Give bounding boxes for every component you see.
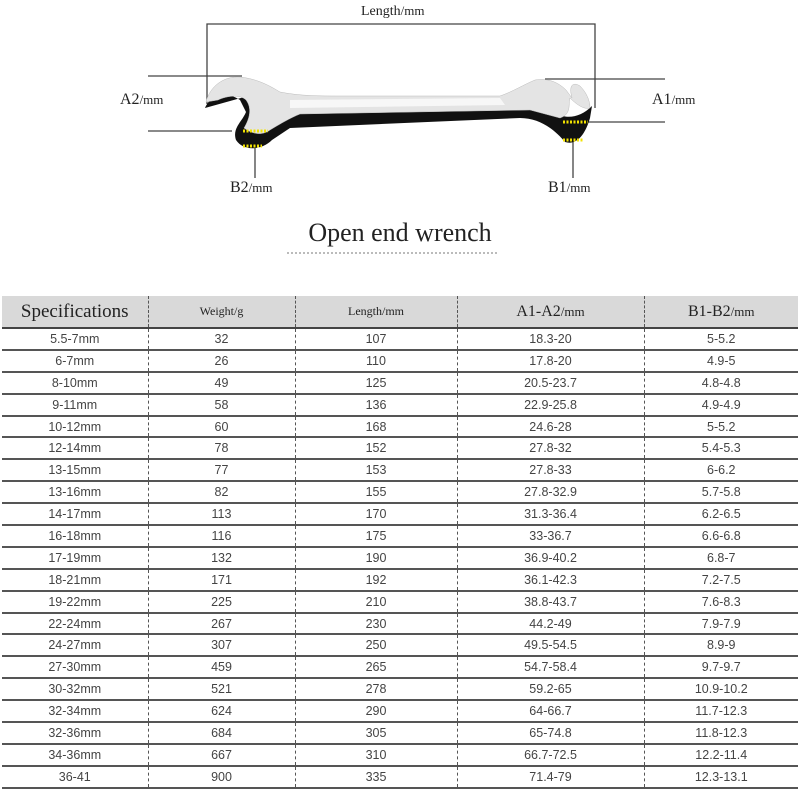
table-row [2, 634, 798, 656]
cell-a1-a2: 22.9-25.8 [457, 394, 644, 416]
cell-specification: 19-22mm [2, 591, 148, 613]
cell-a1-a2: 71.4-79 [457, 766, 644, 788]
table-row [2, 591, 798, 613]
table-row [2, 569, 798, 591]
table-row [2, 678, 798, 700]
cell-specification: 32-36mm [2, 722, 148, 744]
cell-length: 175 [295, 525, 457, 547]
cell-length: 230 [295, 613, 457, 635]
spec-table-body [2, 328, 798, 788]
header-b1-b2: B1-B2/mm [644, 296, 798, 328]
cell-weight: 113 [148, 503, 295, 525]
cell-specification: 22-24mm [2, 613, 148, 635]
cell-a1-a2: 31.3-36.4 [457, 503, 644, 525]
table-row [2, 372, 798, 394]
cell-weight: 667 [148, 744, 295, 766]
cell-specification: 17-19mm [2, 547, 148, 569]
cell-weight: 32 [148, 328, 295, 350]
cell-weight: 900 [148, 766, 295, 788]
table-row [2, 766, 798, 788]
cell-a1-a2: 17.8-20 [457, 350, 644, 372]
cell-b1-b2: 10.9-10.2 [644, 678, 798, 700]
cell-length: 290 [295, 700, 457, 722]
header-weight: Weight/g [148, 296, 295, 328]
a1-label: A1/mm [652, 91, 696, 108]
cell-b1-b2: 5-5.2 [644, 416, 798, 438]
cell-specification: 34-36mm [2, 744, 148, 766]
table-row [2, 437, 798, 459]
b1-label: B1/mm [548, 179, 591, 196]
cell-b1-b2: 6-6.2 [644, 459, 798, 481]
cell-b1-b2: 12.3-13.1 [644, 766, 798, 788]
page-title: Open end wrench [308, 218, 492, 247]
table-row [2, 503, 798, 525]
cell-a1-a2: 36.9-40.2 [457, 547, 644, 569]
cell-weight: 307 [148, 634, 295, 656]
cell-length: 170 [295, 503, 457, 525]
cell-a1-a2: 36.1-42.3 [457, 569, 644, 591]
cell-specification: 6-7mm [2, 350, 148, 372]
cell-length: 110 [295, 350, 457, 372]
cell-specification: 30-32mm [2, 678, 148, 700]
cell-length: 168 [295, 416, 457, 438]
cell-specification: 13-15mm [2, 459, 148, 481]
cell-b1-b2: 7.9-7.9 [644, 613, 798, 635]
title-underline [287, 252, 497, 254]
table-row [2, 481, 798, 503]
spec-table-header [2, 296, 798, 328]
cell-specification: 14-17mm [2, 503, 148, 525]
cell-specification: 36-41 [2, 766, 148, 788]
cell-weight: 77 [148, 459, 295, 481]
cell-weight: 132 [148, 547, 295, 569]
header-a1-a2: A1-A2/mm [457, 296, 644, 328]
cell-a1-a2: 66.7-72.5 [457, 744, 644, 766]
header-length: Length/mm [295, 296, 457, 328]
cell-weight: 49 [148, 372, 295, 394]
cell-b1-b2: 5.7-5.8 [644, 481, 798, 503]
table-row [2, 416, 798, 438]
cell-b1-b2: 11.8-12.3 [644, 722, 798, 744]
cell-weight: 267 [148, 613, 295, 635]
cell-length: 305 [295, 722, 457, 744]
cell-b1-b2: 12.2-11.4 [644, 744, 798, 766]
cell-b1-b2: 9.7-9.7 [644, 656, 798, 678]
cell-a1-a2: 64-66.7 [457, 700, 644, 722]
cell-length: 155 [295, 481, 457, 503]
cell-weight: 26 [148, 350, 295, 372]
spec-table [2, 296, 798, 789]
length-label: Length/mm [361, 3, 425, 19]
table-row [2, 328, 798, 350]
cell-a1-a2: 27.8-32.9 [457, 481, 644, 503]
cell-a1-a2: 27.8-32 [457, 437, 644, 459]
table-row [2, 613, 798, 635]
cell-a1-a2: 54.7-58.4 [457, 656, 644, 678]
table-row [2, 350, 798, 372]
cell-weight: 225 [148, 591, 295, 613]
table-row [2, 525, 798, 547]
cell-a1-a2: 27.8-33 [457, 459, 644, 481]
cell-weight: 60 [148, 416, 295, 438]
header-row [2, 296, 798, 328]
cell-specification: 18-21mm [2, 569, 148, 591]
cell-specification: 16-18mm [2, 525, 148, 547]
cell-weight: 116 [148, 525, 295, 547]
cell-specification: 27-30mm [2, 656, 148, 678]
header-specifications: Specifications [2, 296, 148, 328]
cell-a1-a2: 49.5-54.5 [457, 634, 644, 656]
cell-length: 192 [295, 569, 457, 591]
table-row [2, 722, 798, 744]
cell-a1-a2: 18.3-20 [457, 328, 644, 350]
b2-label: B2/mm [230, 179, 273, 196]
cell-weight: 82 [148, 481, 295, 503]
cell-length: 278 [295, 678, 457, 700]
cell-a1-a2: 20.5-23.7 [457, 372, 644, 394]
a2-label: A2/mm [120, 91, 164, 108]
cell-length: 210 [295, 591, 457, 613]
cell-length: 250 [295, 634, 457, 656]
cell-length: 310 [295, 744, 457, 766]
table-row [2, 547, 798, 569]
cell-length: 190 [295, 547, 457, 569]
cell-b1-b2: 11.7-12.3 [644, 700, 798, 722]
cell-weight: 171 [148, 569, 295, 591]
cell-specification: 9-11mm [2, 394, 148, 416]
cell-b1-b2: 7.2-7.5 [644, 569, 798, 591]
cell-a1-a2: 65-74.8 [457, 722, 644, 744]
table-row [2, 459, 798, 481]
cell-weight: 684 [148, 722, 295, 744]
table-row [2, 394, 798, 416]
cell-weight: 521 [148, 678, 295, 700]
cell-b1-b2: 4.8-4.8 [644, 372, 798, 394]
cell-b1-b2: 6.6-6.8 [644, 525, 798, 547]
cell-length: 335 [295, 766, 457, 788]
cell-specification: 32-34mm [2, 700, 148, 722]
cell-length: 152 [295, 437, 457, 459]
table-row [2, 744, 798, 766]
cell-weight: 459 [148, 656, 295, 678]
cell-specification: 5.5-7mm [2, 328, 148, 350]
cell-b1-b2: 5-5.2 [644, 328, 798, 350]
cell-a1-a2: 59.2-65 [457, 678, 644, 700]
cell-b1-b2: 5.4-5.3 [644, 437, 798, 459]
cell-b1-b2: 8.9-9 [644, 634, 798, 656]
cell-length: 136 [295, 394, 457, 416]
cell-b1-b2: 6.8-7 [644, 547, 798, 569]
cell-length: 107 [295, 328, 457, 350]
cell-b1-b2: 6.2-6.5 [644, 503, 798, 525]
cell-a1-a2: 33-36.7 [457, 525, 644, 547]
cell-b1-b2: 4.9-5 [644, 350, 798, 372]
cell-specification: 10-12mm [2, 416, 148, 438]
cell-specification: 12-14mm [2, 437, 148, 459]
cell-weight: 58 [148, 394, 295, 416]
cell-a1-a2: 38.8-43.7 [457, 591, 644, 613]
cell-length: 265 [295, 656, 457, 678]
table-row [2, 656, 798, 678]
cell-length: 153 [295, 459, 457, 481]
cell-a1-a2: 24.6-28 [457, 416, 644, 438]
table-row [2, 700, 798, 722]
cell-length: 125 [295, 372, 457, 394]
cell-weight: 78 [148, 437, 295, 459]
cell-weight: 624 [148, 700, 295, 722]
cell-specification: 13-16mm [2, 481, 148, 503]
cell-specification: 8-10mm [2, 372, 148, 394]
cell-a1-a2: 44.2-49 [457, 613, 644, 635]
cell-b1-b2: 4.9-4.9 [644, 394, 798, 416]
cell-b1-b2: 7.6-8.3 [644, 591, 798, 613]
cell-specification: 24-27mm [2, 634, 148, 656]
